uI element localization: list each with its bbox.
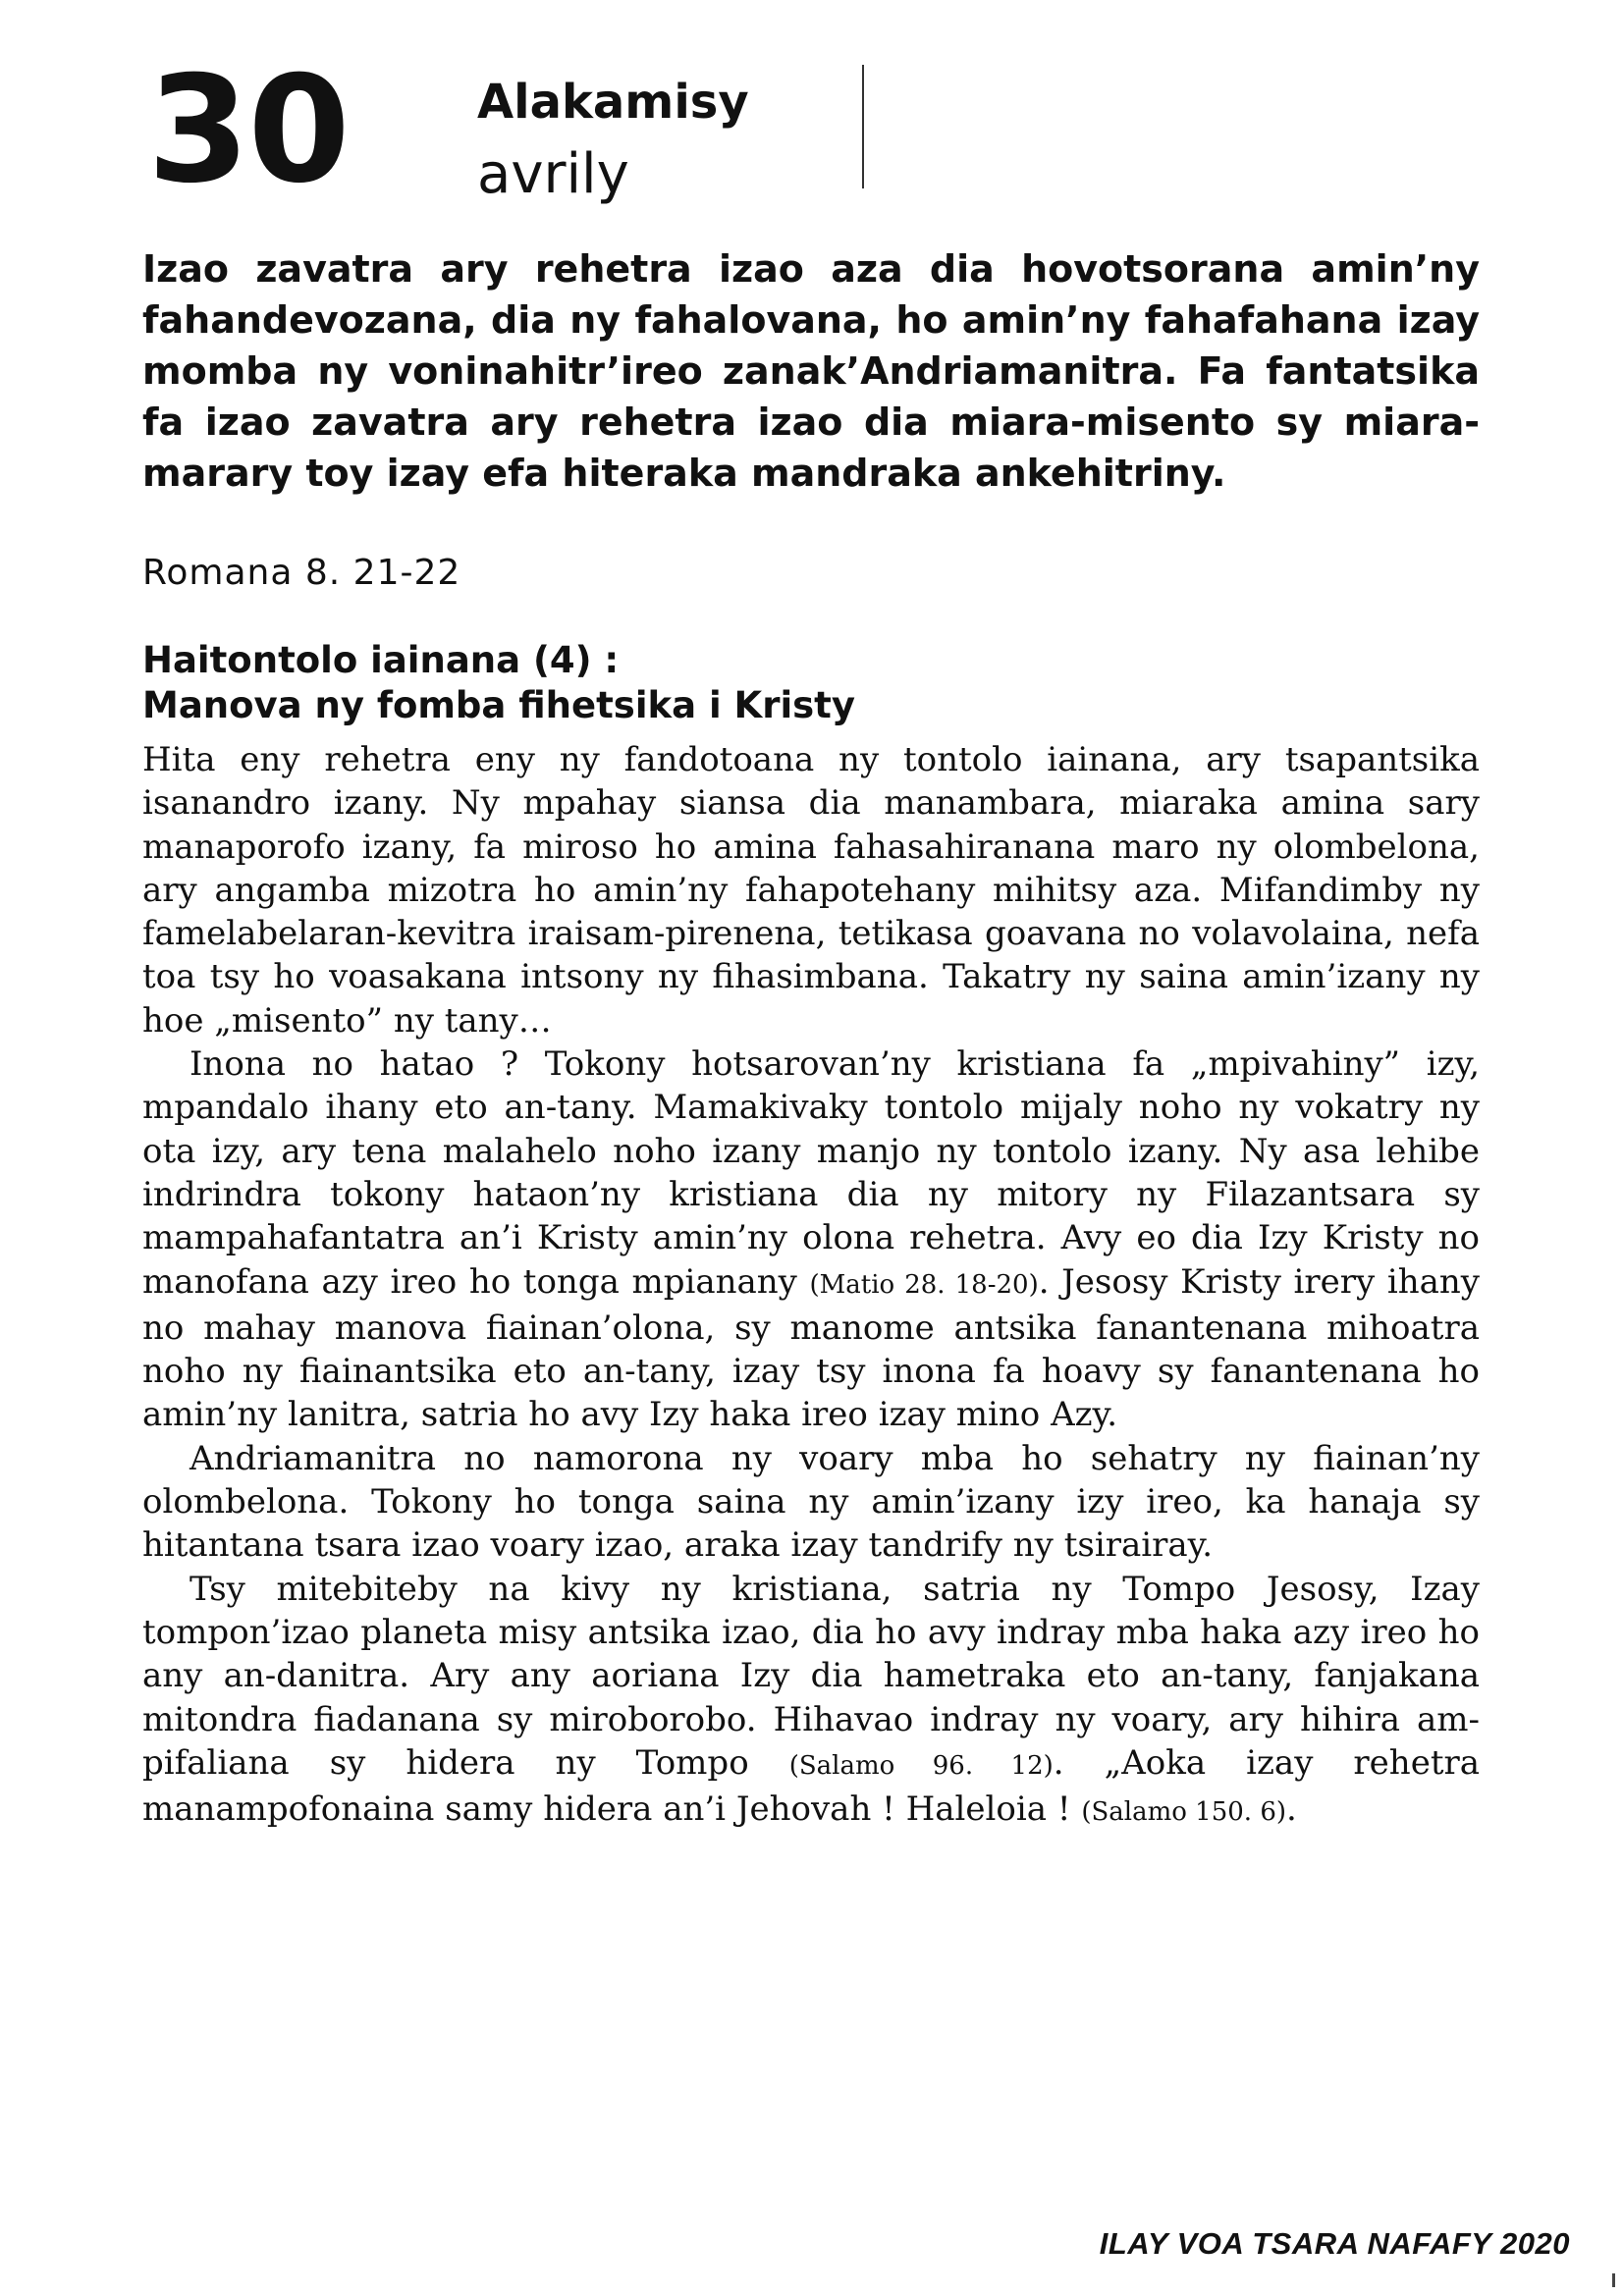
page-edge-mark [1612, 2273, 1615, 2287]
paragraph-4-text-a: Tsy mitebiteby na kivy ny kristiana, satria ny Tompo Jesosy, Izay tompon’izao planeta misy antsika izao, dia ho avy indray mba haka azy ireo ho any an-danitra. Ary any aoriana Izy dia hametraka eto an-tany, fanjakana mitondra fiadanana sy miroborobo. Hihavao indray ny voary, ary hihira am-pifaliana sy hidera ny Tompo [142, 1569, 1480, 1783]
bible-verse: Izao zavatra ary rehetra izao aza dia hovotsorana amin’ny fahandevozana, dia ny fahalovana, ho amin’ny fahafahana izay momba ny voninahitr’ireo zanak’Andriamanitra. Fa fantatsika fa izao zavatra ary rehetra izao dia miara-misento sy miara-marary toy izay efa hiteraka mandraka ankehitriny. [142, 247, 1480, 495]
weekday-label: Alakamisy [477, 75, 749, 130]
paragraph-1: Hita eny rehetra eny ny fandotoana ny tontolo iainana, ary tsapantsika isanandro izany. Ny mpahay siansa dia manambara, miaraka amina sary manaporofo izany, fa miroso ho amina fahasahiranana maro ny olombelona, ary angamba mizotra ho amin’ny fahapotehany mihitsy aza. Mifandimby ny famelabelaran-kevitra iraisam-pirenena, tetikasa goavana no volavolaina, nefa toa tsy ho voasakana intsony ny fihasimbana. Takatry ny saina amin’izany ny hoe „misento” ny tany… [142, 740, 1480, 1041]
paragraph-4-text-c: . [1286, 1789, 1297, 1830]
date-header [147, 45, 874, 216]
paragraph-4-text-b: . „Aoka izay rehetra manampofonaina samy hidera an’i Jehovah ! Haleloia ! [142, 1742, 1481, 1830]
scripture-ref-salamo-150: (Salamo 150. 6) [1081, 1797, 1286, 1828]
devotional-body [142, 738, 1480, 1834]
scripture-ref-matio: (Matio 28. 18-20) [809, 1269, 1039, 1300]
heading-line-2: Manova ny fomba fihetsika i Kristy [142, 684, 855, 726]
date-divider [862, 65, 864, 188]
paragraph-4 [142, 1568, 1480, 1835]
section-heading [142, 638, 1480, 728]
paragraph-3: Andriamanitra no namorona ny voary mba ho sehatry ny fiainan’ny olombelona. Tokony ho tonga saina ny amin’izany izy ireo, ka hanaja sy hitantana tsara izao voary izao, araka izay tandrify ny tsirairay. [142, 1438, 1480, 1566]
paragraph-2-text-b: . Jesosy Kristy irery ihany no mahay manova fiainan’olona, sy manome antsika fanantenana mihoatra noho ny fiainantsika eto an-tany, izay tsy inona fa hoavy sy fanantenana ho amin’ny lanitra, satria ho avy Izy haka ireo izay mino Azy. [142, 1261, 1480, 1435]
day-number: 30 [147, 45, 349, 216]
month-label: avrily [477, 142, 629, 206]
heading-line-1: Haitontolo iainana (4) : [142, 639, 620, 681]
verse-reference: Romana 8. 21-22 [142, 553, 461, 593]
publication-footer: ILAY VOA TSARA NAFAFY 2020 [1099, 2226, 1570, 2261]
scripture-ref-salamo-96: (Salamo 96. 12) [788, 1750, 1054, 1781]
paragraph-2 [142, 1042, 1480, 1437]
paragraph-2-text-a: Inona no hatao ? Tokony hotsarovan’ny kristiana fa „mpivahiny” izy, mpandalo ihany eto an-tany. Mamakivaky tontolo mijaly noho ny vokatry ny ota izy, ary tena malahelo noho izany manjo ny tontolo izany. Ny asa lehibe indrindra tokony hataon’ny kristiana dia ny mitory ny Filazantsara sy mampahafantatra an’i Kristy amin’ny olona rehetra. Avy eo dia Izy Kristy no manofana azy ireo ho tonga mpianany [142, 1044, 1480, 1302]
